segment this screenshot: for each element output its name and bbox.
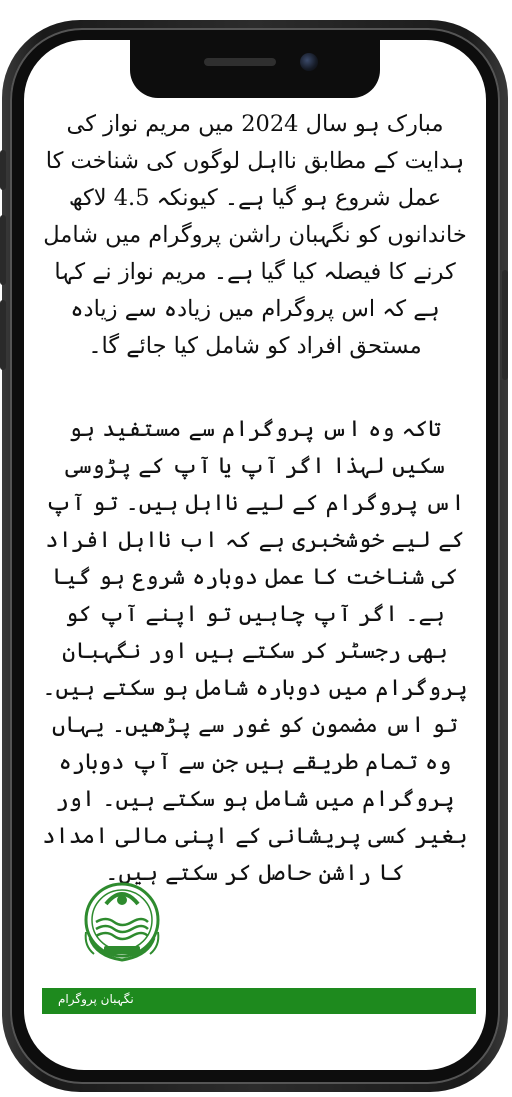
footer-program-label: نگہبان پروگرام [58,992,134,1006]
speaker-grille [204,58,276,66]
footer-bar [42,988,476,1014]
article-paragraph-1: مبارک ہو سال 2024 میں مریم نواز کی ہدایت کے مطابق نااہل لوگوں کی شناخت کا عمل شروع ہو گیا ہے۔ کیونکہ 4.5 لاکھ خاندانوں کو نگہبان راشن پروگرام میں شامل کرنے کا فیصلہ کیا گیا ہے۔ مریم نواز نے کہا ہے کہ اس پروگرام میں زیادہ سے زیادہ مستحق افراد کو شامل کیا جائے گا۔ [43,111,467,359]
article-paragraph-2: تاکہ وہ اس پروگرام سے مستفید ہو سکیں لہذا اگر آپ یا آپ کے پڑوسی اس پروگرام کے لیے نااہل ہیں۔ تو آپ کے لیے خوشخبری ہے کہ اب نااہل افراد کی شناخت کا عمل دوبارہ شروع ہو گیا ہے۔ اگر آپ چاہیں تو اپنے آپ کو بھی رجسٹر کر سکتے ہیں اور نگہبان پروگرام میں دوبارہ شامل ہو سکتے ہیں۔ تو اس مضمون کو غور سے پڑھیں۔ یہاں وہ تمام طریقے ہیں جن سے آپ دوبارہ پروگرام میں شامل ہو سکتے ہیں۔ اور بغیر کسی پریشانی کے اپنی مالی امداد کا راشن حاصل کر سکتے ہیں۔ [42,416,468,886]
punjab-emblem-logo [76,876,168,968]
phone-volume-up-button [0,215,6,285]
phone-power-button [502,270,508,380]
punjab-emblem-icon [76,876,168,968]
phone-volume-down-button [0,300,6,370]
article-body [42,106,468,892]
phone-mute-switch [0,150,6,190]
front-camera-icon [300,53,318,71]
phone-screen [24,40,486,1070]
phone-notch [130,40,380,98]
